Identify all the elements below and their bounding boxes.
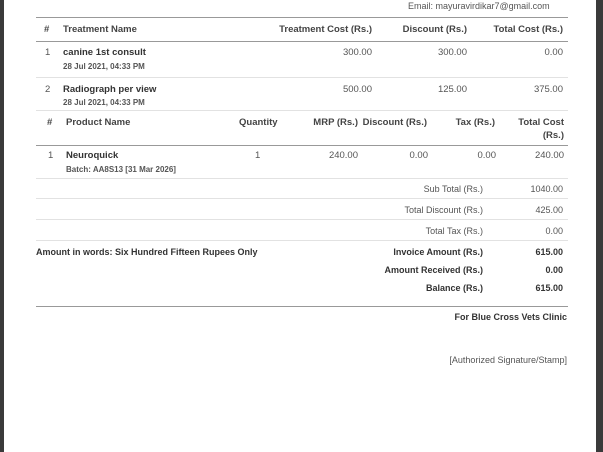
row-divider bbox=[36, 198, 568, 199]
amount-received-value: 0.00 bbox=[545, 265, 563, 275]
sub-total-label: Sub Total (Rs.) bbox=[423, 184, 483, 194]
totals-divider bbox=[36, 306, 568, 307]
signature-placeholder: [Authorized Signature/Stamp] bbox=[449, 355, 567, 365]
product-discount: 0.00 bbox=[409, 150, 428, 161]
clinic-signoff: For Blue Cross Vets Clinic bbox=[454, 312, 567, 322]
treatment-date: 28 Jul 2021, 04:33 PM bbox=[63, 62, 145, 71]
product-col-quantity: Quantity bbox=[239, 117, 278, 128]
product-total: 240.00 bbox=[534, 150, 564, 161]
product-quantity: 1 bbox=[255, 150, 261, 161]
product-batch: Batch: AA8S13 [31 Mar 2026] bbox=[66, 165, 176, 174]
treatment-cost: 500.00 bbox=[342, 84, 372, 95]
treatment-col-cost: Treatment Cost (Rs.) bbox=[279, 24, 372, 35]
sub-total-value: 1040.00 bbox=[530, 184, 563, 194]
product-col-total: Total Cost bbox=[518, 117, 564, 128]
row-number: 1 bbox=[45, 47, 51, 58]
product-col-discount: Discount (Rs.) bbox=[362, 117, 427, 128]
row-number: 2 bbox=[45, 84, 51, 95]
product-col-num: # bbox=[47, 117, 53, 128]
balance-value: 615.00 bbox=[535, 283, 563, 293]
treatment-cost: 300.00 bbox=[342, 47, 372, 58]
total-discount-label: Total Discount (Rs.) bbox=[404, 205, 483, 215]
treatment-name: canine 1st consult bbox=[63, 47, 146, 58]
product-tax: 0.00 bbox=[477, 150, 496, 161]
product-header-divider bbox=[36, 145, 568, 146]
row-number: 1 bbox=[48, 150, 54, 161]
total-tax-label: Total Tax (Rs.) bbox=[425, 226, 483, 236]
treatment-col-discount: Discount (Rs.) bbox=[402, 24, 467, 35]
total-discount-value: 425.00 bbox=[535, 205, 563, 215]
total-tax-value: 0.00 bbox=[545, 226, 563, 236]
balance-label: Balance (Rs.) bbox=[425, 283, 483, 293]
invoice-amount-value: 615.00 bbox=[535, 247, 563, 257]
row-divider bbox=[36, 219, 568, 220]
treatment-discount: 125.00 bbox=[437, 84, 467, 95]
treatment-date: 28 Jul 2021, 04:33 PM bbox=[63, 98, 145, 107]
treatment-col-num: # bbox=[44, 24, 50, 35]
treatment-header-divider bbox=[36, 41, 568, 42]
product-col-mrp: MRP (Rs.) bbox=[313, 117, 358, 128]
invoice-amount-label: Invoice Amount (Rs.) bbox=[393, 247, 483, 257]
clinic-email: Email: mayuravirdikar7@gmail.com bbox=[408, 1, 550, 11]
product-col-total-unit: (Rs.) bbox=[542, 130, 564, 141]
row-divider bbox=[36, 110, 568, 111]
treatment-total: 375.00 bbox=[533, 84, 563, 95]
amount-received-label: Amount Received (Rs.) bbox=[384, 265, 483, 275]
treatment-name: Radiograph per view bbox=[63, 84, 157, 95]
invoice-page bbox=[4, 0, 596, 452]
row-divider bbox=[36, 178, 568, 179]
amount-in-words: Amount in words: Six Hundred Fifteen Rupees Only bbox=[36, 247, 258, 257]
header-divider bbox=[36, 17, 568, 18]
treatment-col-name: Treatment Name bbox=[63, 24, 137, 35]
row-divider bbox=[36, 77, 568, 78]
product-name: Neuroquick bbox=[66, 150, 119, 161]
product-mrp: 240.00 bbox=[328, 150, 358, 161]
treatment-total: 0.00 bbox=[544, 47, 563, 58]
row-divider bbox=[36, 240, 568, 241]
product-col-name: Product Name bbox=[66, 117, 131, 128]
product-col-tax: Tax (Rs.) bbox=[455, 117, 495, 128]
treatment-discount: 300.00 bbox=[437, 47, 467, 58]
treatment-col-total: Total Cost (Rs.) bbox=[493, 24, 563, 35]
